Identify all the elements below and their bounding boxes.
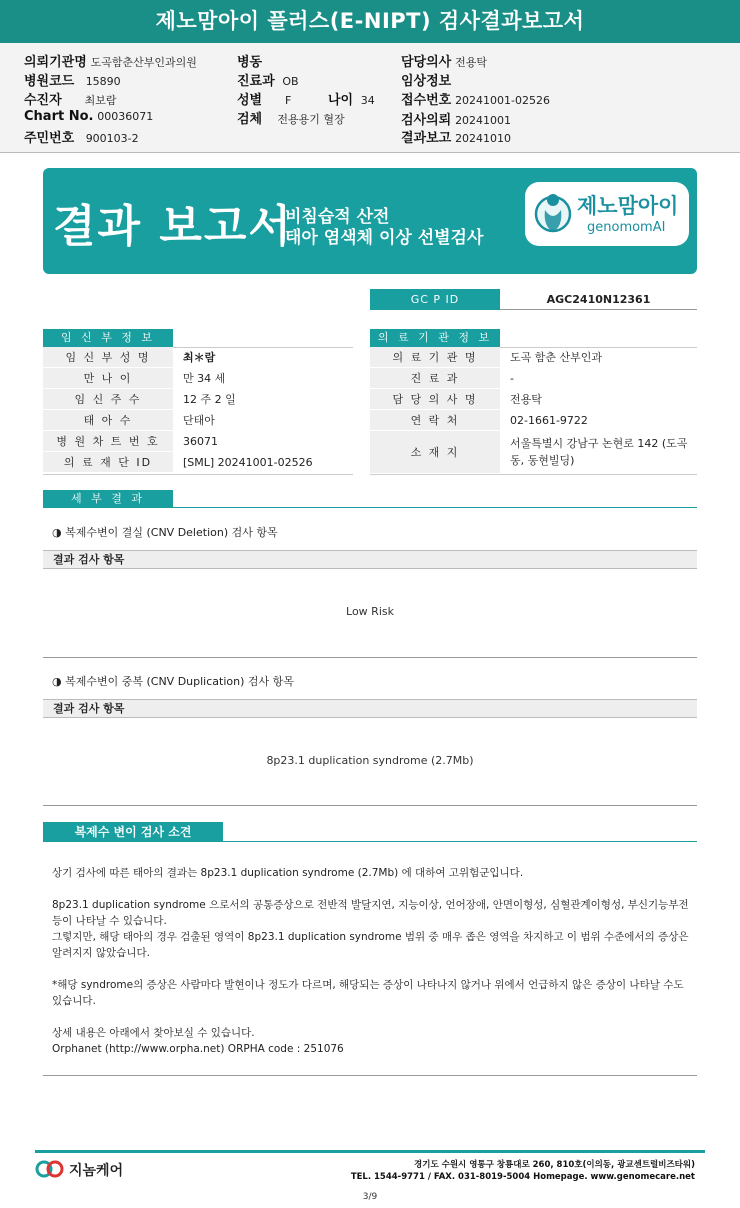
divider — [43, 657, 697, 658]
divider — [43, 568, 697, 569]
duplication-section-title: ◑ 복제수변이 중복 (CNV Duplication) 검사 항목 — [52, 675, 294, 688]
row-label: 병 원 차 트 번 호 — [43, 431, 173, 452]
patient-name-label: 수진자 — [24, 93, 62, 108]
pregnant-row — [43, 452, 353, 473]
sex-field — [237, 89, 291, 108]
divider — [43, 507, 697, 508]
dept-field — [237, 70, 299, 89]
ward-label: 병동 — [237, 55, 263, 70]
logo-english: genomomAI — [587, 220, 666, 235]
logo-korean: 제노맘아이 — [577, 194, 679, 218]
footer-contact-line: TEL. 1544-9771 / FAX. 031-8019-5004 Homepage. www.genomecare.net — [350, 1172, 695, 1182]
institution-row — [370, 368, 697, 389]
specimen-label: 검체 — [237, 112, 263, 127]
institution-label: 의뢰기관명 — [24, 55, 87, 70]
dept-value: OB — [282, 75, 299, 88]
receipt-label: 접수번호 — [401, 93, 452, 108]
pregnant-row — [43, 410, 353, 431]
banner-subtitle-2: 태아 염색체 이상 선별검사 — [285, 228, 484, 248]
banner-title: 결과 보고서 — [53, 201, 293, 252]
hospital-code-label: 병원코드 — [24, 74, 75, 89]
row-value: [SML] 20241001-02526 — [183, 456, 313, 469]
doctor-label: 담당의사 — [401, 55, 452, 70]
row-value: - — [510, 372, 514, 385]
resident-id-value: 900103-2 — [85, 132, 139, 145]
request-field — [401, 109, 511, 128]
doctor-field — [401, 51, 487, 70]
divider — [43, 841, 697, 842]
genomom-mark-icon — [533, 188, 573, 240]
comment-paragraph: 그렇지만, 해당 태아의 경우 검출된 영역이 8p23.1 duplication syndrome 범위 중 매우 좁은 영역을 차지하고 이 범위 수준에서의 증상은 알려지지 않았습니다. — [52, 931, 689, 959]
sex-value: F — [285, 94, 292, 107]
pregnant-row — [43, 431, 353, 452]
result-date-value: 20241010 — [455, 132, 512, 145]
deletion-section-title: ◑ 복제수변이 결실 (CNV Deletion) 검사 항목 — [52, 526, 278, 539]
specimen-field — [237, 108, 345, 127]
footer-divider — [35, 1150, 705, 1153]
divider — [43, 474, 353, 475]
doctor-value: 전용탁 — [455, 56, 487, 69]
row-value: 02-1661-9722 — [510, 414, 588, 427]
row-value: 최＊람 — [183, 351, 216, 364]
resident-id-field — [24, 127, 139, 146]
patient-info-box — [0, 43, 740, 153]
gcpid-value: AGC2410N12361 — [500, 289, 697, 310]
receipt-value: 20241001-02526 — [455, 94, 551, 107]
row-label: 의 료 재 단 ID — [43, 452, 173, 473]
sex-label: 성별 — [237, 93, 263, 108]
divider — [43, 717, 697, 718]
comment-paragraph: 상기 검사에 따른 태아의 결과는 8p23.1 duplication syndrome (2.7Mb) 에 대하여 고위험군입니다. — [52, 867, 524, 879]
row-label: 태 아 수 — [43, 410, 173, 431]
receipt-field — [401, 89, 550, 108]
institution-row — [370, 347, 697, 368]
genomecare-logo-icon — [35, 1160, 65, 1178]
comment-paragraph: 상세 내용은 아래에서 찾아보실 수 있습니다. — [52, 1027, 255, 1039]
result-date-field — [401, 127, 511, 146]
hospital-code-value: 15890 — [85, 75, 121, 88]
details-header: 세 부 결 과 — [43, 490, 173, 508]
footer-logo-text: 지놈케어 — [69, 1163, 124, 1179]
pregnant-row — [43, 389, 353, 410]
specimen-value: 전용용기 혈장 — [277, 113, 345, 126]
institution-row — [370, 431, 697, 474]
deletion-result: Low Risk — [346, 605, 394, 618]
clinical-label: 임상정보 — [401, 74, 452, 89]
row-label: 담 당 의 사 명 — [370, 389, 500, 410]
patient-name-value: 최보람 — [84, 94, 117, 107]
pregnant-info-header: 임 신 부 정 보 — [43, 329, 173, 347]
row-label: 임 신 부 성 명 — [43, 347, 173, 368]
chart-value: 00036071 — [97, 110, 154, 123]
hospital-code-field — [24, 70, 121, 89]
row-label: 임 신 주 수 — [43, 389, 173, 410]
comment-body — [52, 865, 692, 1057]
pregnant-row — [43, 347, 353, 368]
institution-row — [370, 389, 697, 410]
orphanet-reference: Orphanet (http://www.orpha.net) ORPHA code : 251076 — [52, 1043, 344, 1055]
row-value: 서울특별시 강남구 논현로 142 (도곡동, 동현빌딩) — [510, 437, 688, 467]
genomom-logo — [525, 182, 689, 246]
duplication-result-head: 결과 검사 항목 — [43, 699, 697, 717]
comment-header: 복제수 변이 검사 소견 — [43, 822, 223, 842]
divider — [43, 1075, 697, 1076]
patient-name-field — [24, 89, 116, 108]
row-value: 12 주 2 일 — [183, 393, 236, 406]
ward-field — [237, 51, 262, 70]
result-date-label: 결과보고 — [401, 131, 452, 146]
page-number: 3/9 — [362, 1192, 378, 1202]
report-banner — [43, 168, 697, 274]
institution-value: 도곡함춘산부인과의원 — [90, 56, 197, 69]
row-label: 진 료 과 — [370, 368, 500, 389]
age-label: 나이 — [328, 93, 354, 108]
row-value: 전용탁 — [510, 393, 542, 406]
age-value: 34 — [360, 94, 375, 107]
row-label: 소 재 지 — [370, 431, 500, 474]
chart-label: Chart No. — [24, 109, 94, 124]
duplication-result: 8p23.1 duplication syndrome (2.7Mb) — [266, 754, 474, 767]
row-label: 의 료 기 관 명 — [370, 347, 500, 368]
resident-id-label: 주민번호 — [24, 131, 75, 146]
footer-address — [351, 1159, 695, 1183]
request-value: 20241001 — [455, 114, 512, 127]
dept-label: 진료과 — [237, 74, 275, 89]
request-label: 검사의뢰 — [401, 113, 452, 128]
chart-field — [24, 109, 153, 124]
row-label: 만 나 이 — [43, 368, 173, 389]
genomecare-logo — [35, 1160, 145, 1178]
row-value: 36071 — [183, 435, 218, 448]
gcpid-label: GC P ID — [370, 289, 500, 310]
deletion-result-head: 결과 검사 항목 — [43, 550, 697, 568]
row-label: 연 락 처 — [370, 410, 500, 431]
comment-paragraph: *해당 syndrome의 증상은 사람마다 발현이나 정도가 다르며, 해당되는 증상이 나타나지 않거나 위에서 언급하지 않은 증상이 나타날 수도 있습니다. — [52, 979, 684, 1007]
row-value: 단태아 — [183, 414, 215, 427]
institution-info-header: 의 료 기 관 정 보 — [370, 329, 500, 347]
pregnant-row — [43, 368, 353, 389]
institution-field — [24, 51, 197, 70]
age-field — [328, 89, 375, 108]
institution-row — [370, 410, 697, 431]
comment-paragraph: 8p23.1 duplication syndrome 으로서의 공통증상으로 전반적 발달지연, 지능이상, 언어장애, 안면이형성, 심혈관계이형성, 부신기능부전 등이 나타날 수 있습니다. — [52, 899, 689, 927]
banner-subtitle-1: 비침습적 산전 — [285, 207, 390, 227]
row-value: 도곡 함춘 산부인과 — [510, 351, 603, 364]
divider — [43, 805, 697, 806]
report-title: 제노맘아이 플러스(E-NIPT) 검사결과보고서 — [0, 0, 740, 43]
divider — [370, 474, 697, 475]
row-value: 만 34 세 — [183, 372, 226, 385]
clinical-field — [401, 70, 451, 89]
footer-address-line: 경기도 수원시 영통구 창룡대로 260, 810호(이의동, 광교센트럴비즈타워) — [414, 1160, 695, 1170]
